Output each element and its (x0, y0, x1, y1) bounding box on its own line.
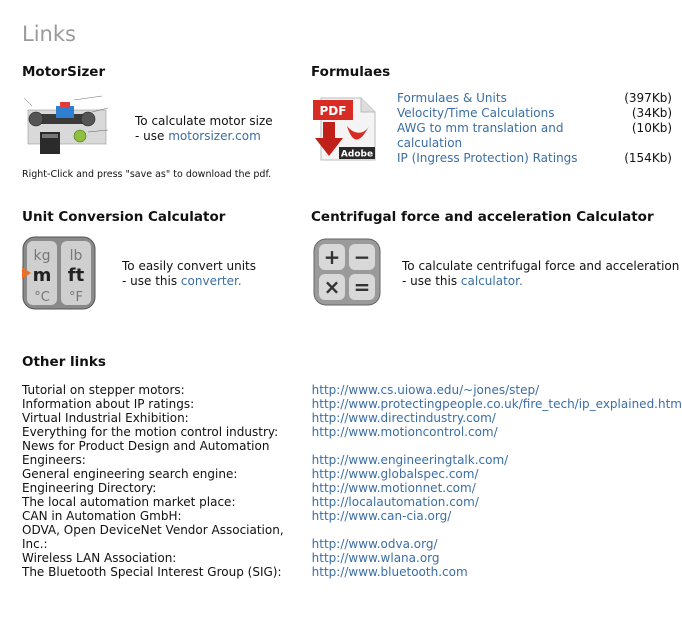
formulaes-list (397, 91, 672, 166)
centrifugal-prefix: - use this (402, 274, 461, 288)
unit-label: °F (69, 290, 83, 305)
converter-link[interactable]: converter. (180, 274, 242, 288)
motorsizer-heading: MotorSizer (22, 64, 106, 80)
file-size: (397Kb) (624, 91, 672, 105)
other-links-heading: Other links (22, 354, 106, 370)
unit-conversion-heading: Unit Conversion Calculator (22, 209, 226, 225)
formulaes-link[interactable]: Formulaes & Units (397, 91, 507, 105)
file-size: (10Kb) (631, 121, 672, 135)
table-row (22, 565, 682, 579)
formulaes-item (397, 151, 672, 166)
link-description: Engineering Directory: (22, 481, 157, 495)
calc-symbol: + (323, 245, 341, 269)
motorsizer-link[interactable]: motorsizer.com (168, 129, 261, 143)
calculator-link[interactable]: calculator. (460, 274, 523, 288)
external-link[interactable]: http://www.motionnet.com/ (311, 481, 476, 495)
table-row (22, 439, 682, 467)
table-row (22, 467, 682, 481)
table-row (22, 523, 682, 551)
external-link[interactable]: http://www.directindustry.com/ (311, 411, 496, 425)
formulaes-heading: Formulaes (311, 64, 391, 80)
link-description: CAN in Automation GmbH: (22, 509, 182, 523)
external-link[interactable]: http://www.protectingpeople.co.uk/fire_tech/ip_explained.htm (311, 397, 682, 411)
table-row (22, 397, 682, 411)
link-description: Virtual Industrial Exhibition: (22, 411, 189, 425)
link-description: News for Product Design and Automation Engineers: (22, 439, 270, 467)
unit-conversion-line1: To easily convert units (122, 259, 257, 273)
motorsizer-line1: To calculate motor size (135, 114, 273, 128)
link-description: Tutorial on stepper motors: (22, 383, 185, 397)
file-size: (154Kb) (624, 151, 672, 165)
link-description: Everything for the motion control industry: (22, 425, 279, 439)
external-link[interactable]: http://www.motioncontrol.com/ (311, 425, 498, 439)
formulaes-link[interactable]: AWG to mm translation and calculation (397, 121, 564, 150)
link-description: Wireless LAN Association: (22, 551, 177, 565)
table-row (22, 509, 682, 523)
pdf-icon-label: PDF (319, 104, 347, 118)
unit-label: ft (67, 265, 85, 286)
external-link[interactable]: http://www.engineeringtalk.com/ (311, 453, 509, 467)
calc-symbol: − (353, 245, 371, 269)
link-description: The Bluetooth Special Interest Group (SIG): (22, 565, 282, 579)
table-row (22, 551, 682, 565)
table-row (22, 383, 682, 397)
motor-diagram-image (22, 92, 114, 162)
unit-label: lb (69, 248, 83, 264)
unit-label: kg (33, 248, 51, 264)
table-row (22, 411, 682, 425)
motorsizer-prefix: - use (135, 129, 169, 143)
adobe-label: Adobe (340, 149, 374, 160)
external-link[interactable]: http://www.globalspec.com/ (311, 467, 479, 481)
external-link[interactable]: http://www.odva.org/ (311, 537, 438, 551)
formulaes-item (397, 91, 672, 106)
file-size: (34Kb) (631, 106, 672, 120)
save-as-note: Right-Click and press "save as" to download the pdf. (22, 169, 272, 180)
table-row (22, 495, 682, 509)
unit-label: m (32, 265, 52, 286)
page-title: Links (22, 22, 76, 46)
centrifugal-description (402, 259, 679, 289)
formulaes-item (397, 106, 672, 121)
link-description: Information about IP ratings: (22, 397, 195, 411)
unit-conversion-description (122, 259, 256, 289)
motorsizer-description (135, 114, 273, 144)
external-link[interactable]: http://www.can-cia.org/ (311, 509, 452, 523)
link-description: General engineering search engine: (22, 467, 238, 481)
calc-symbol: × (323, 275, 341, 299)
unit-conversion-prefix: - use this (122, 274, 181, 288)
external-link[interactable]: http://www.bluetooth.com (311, 565, 468, 579)
unit-converter-icon (22, 236, 96, 310)
external-link[interactable]: http://localautomation.com/ (311, 495, 479, 509)
link-description: The local automation market place: (22, 495, 236, 509)
formulaes-link[interactable]: Velocity/Time Calculations (397, 106, 555, 120)
centrifugal-heading: Centrifugal force and acceleration Calculator (311, 209, 654, 225)
table-row (22, 481, 682, 495)
centrifugal-line1: To calculate centrifugal force and acceleration (402, 259, 680, 273)
calculator-icon (313, 238, 381, 306)
formulaes-item (397, 121, 672, 151)
external-link[interactable]: http://www.cs.uiowa.edu/~jones/step/ (311, 383, 540, 397)
link-description: ODVA, Open DeviceNet Vendor Association, Inc.: (22, 523, 284, 551)
other-links-table (22, 383, 682, 579)
unit-label: °C (34, 290, 50, 305)
table-row (22, 425, 682, 439)
pdf-icon (311, 96, 379, 162)
calc-symbol: = (353, 275, 371, 299)
formulaes-link[interactable]: IP (Ingress Protection) Ratings (397, 151, 578, 165)
external-link[interactable]: http://www.wlana.org (311, 551, 440, 565)
